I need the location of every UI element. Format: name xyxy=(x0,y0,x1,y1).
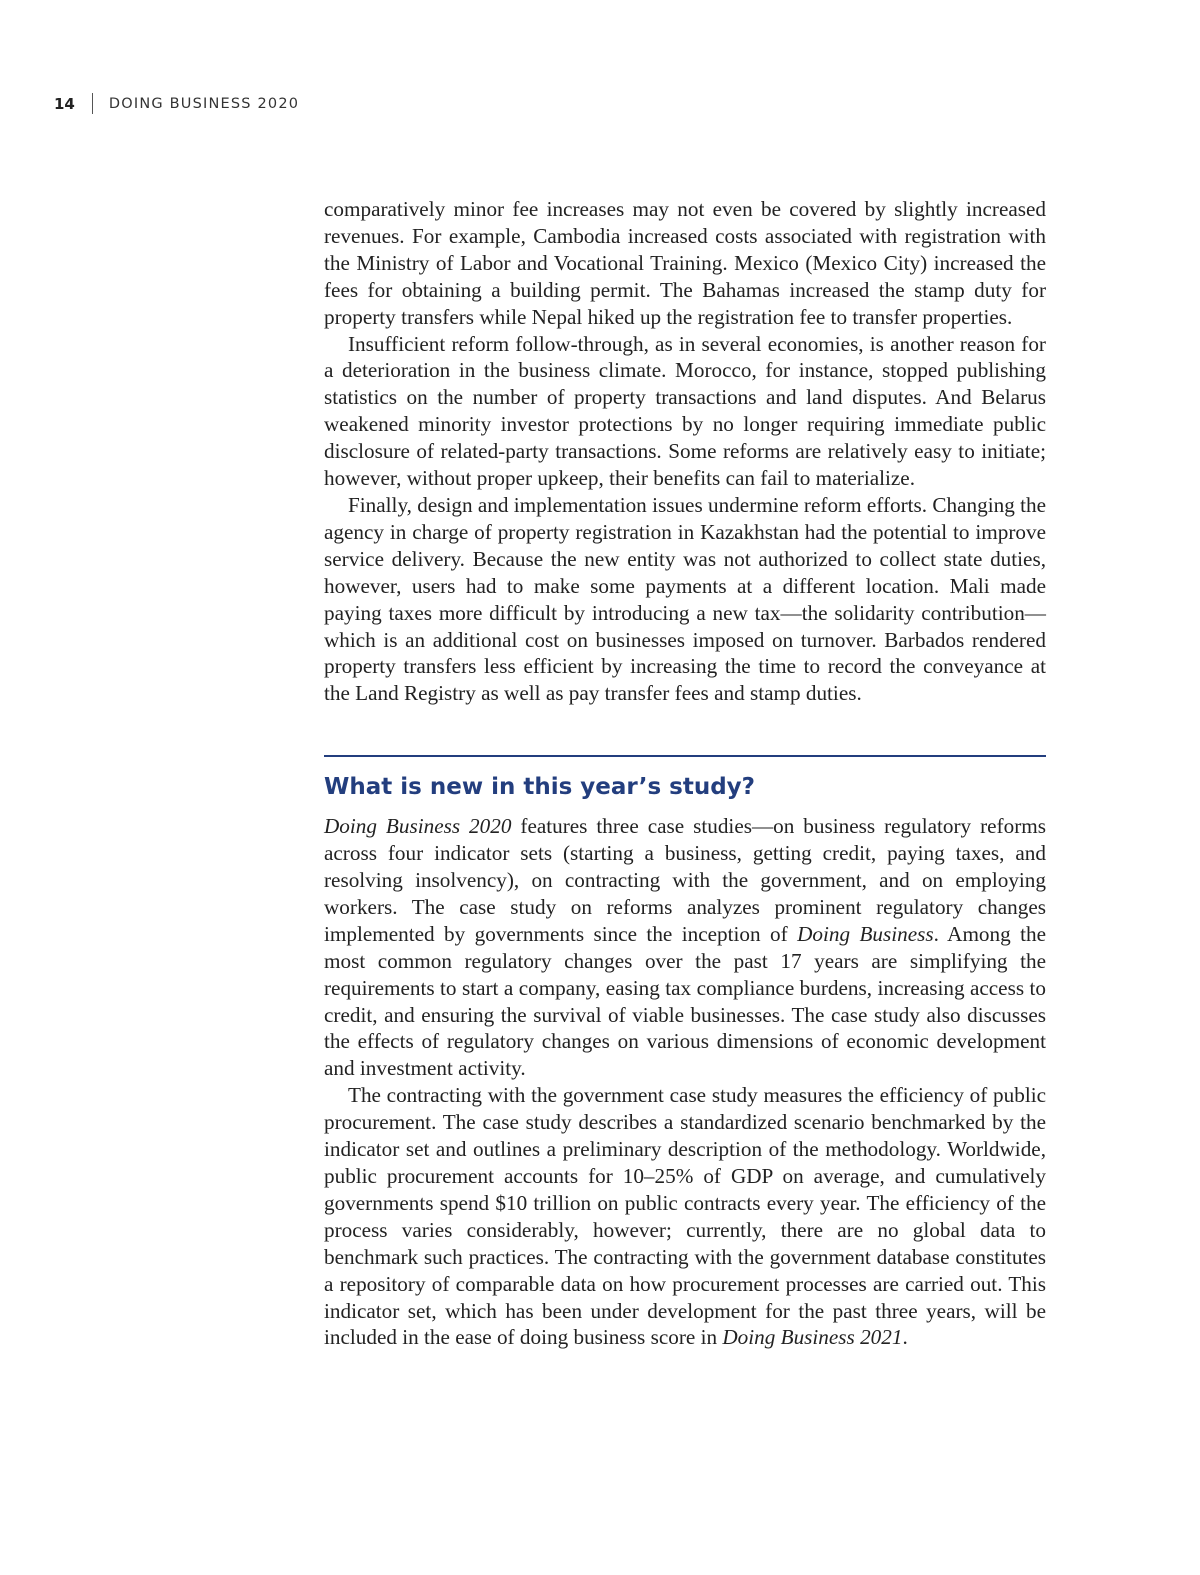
header-divider xyxy=(92,93,93,114)
text-run: . Among the most common regulatory changes over the past 17 years are simplifying the requirements to start a company, easing tax compliance burdens, increasing access to credit, and ensuring the survival of viable businesses. The case study also discusses the effects of regulatory changes on various dimensions of economic development and investment activity. xyxy=(324,921,1047,1081)
paragraph xyxy=(324,1082,1046,1351)
running-head xyxy=(54,93,299,114)
document-title: DOING BUSINESS 2020 xyxy=(108,95,300,112)
publication-title: Doing Business xyxy=(797,921,934,946)
paragraph: Insufficient reform follow-through, as in several economies, is another reason for a deterioration in the business climate. Morocco, for instance, stopped publishing statistics on the number of property transactions and land disputes. And Belarus weakened minority investor protections by no longer requiring immediate public disclosure of related-party transactions. Some reforms are relatively easy to initiate; however, without proper upkeep, their benefits can fail to materialize. xyxy=(324,331,1046,491)
section-heading: What is new in this year’s study? xyxy=(324,774,756,801)
paragraph: Finally, design and implementation issues undermine reform efforts. Changing the agency in charge of property registration in Kazakhstan had the potential to improve service delivery. Because the new entity was not authorized to collect state duties, however, users had to make some payments at a different location. Mali made paying taxes more difficult by introducing a new tax—the solidarity contribution—which is an additional cost on businesses imposed on turnover. Barbados rendered property transfers less efficient by increasing the time to record the conveyance at the Land Registry as well as pay transfer fees and stamp duties. xyxy=(324,492,1046,706)
publication-title: Doing Business 2020 xyxy=(324,814,512,839)
paragraph xyxy=(324,813,1046,1082)
paragraph: comparatively minor fee increases may not even be covered by slightly increased revenues. For example, Cambodia increased costs associated with registration with the Ministry of Labor and Vocational Training. Mexico (Mexico City) increased the fees for obtaining a building permit. The Bahamas increased the stamp duty for property transfers while Nepal hiked up the registration fee to transfer properties. xyxy=(324,197,1046,329)
text-column xyxy=(324,196,1046,1351)
text-run: . xyxy=(902,1325,908,1350)
text-run: features three case studies—on business regulatory reforms across four indicator sets (starting a business, getting credit, paying taxes, and resolving insolvency), on contracting with the government, and on employing workers. The case study on reforms analyzes prominent regulatory changes implemented by governments since the inception of xyxy=(324,814,1046,946)
page-number: 14 xyxy=(54,94,75,113)
section-rule xyxy=(324,755,1046,757)
text-run: The contracting with the government case study measures the efficiency of public procurement. The case study describes a standardized scenario benchmarked by the indicator set and outlines a preliminary description of the methodology. Worldwide, public procurement accounts for 10–25% of GDP on average, and cumulatively governments spend $10 trillion on public contracts every year. The efficiency of the process varies considerably, however; currently, there are no global data to benchmark such practices. The contracting with the government database constitutes a repository of comparable data on how procurement processes are carried out. This indicator set, which has been under development for the past three years, will be included in the ease of doing business score in xyxy=(324,1083,1046,1350)
publication-title: Doing Business 2021 xyxy=(722,1325,903,1350)
